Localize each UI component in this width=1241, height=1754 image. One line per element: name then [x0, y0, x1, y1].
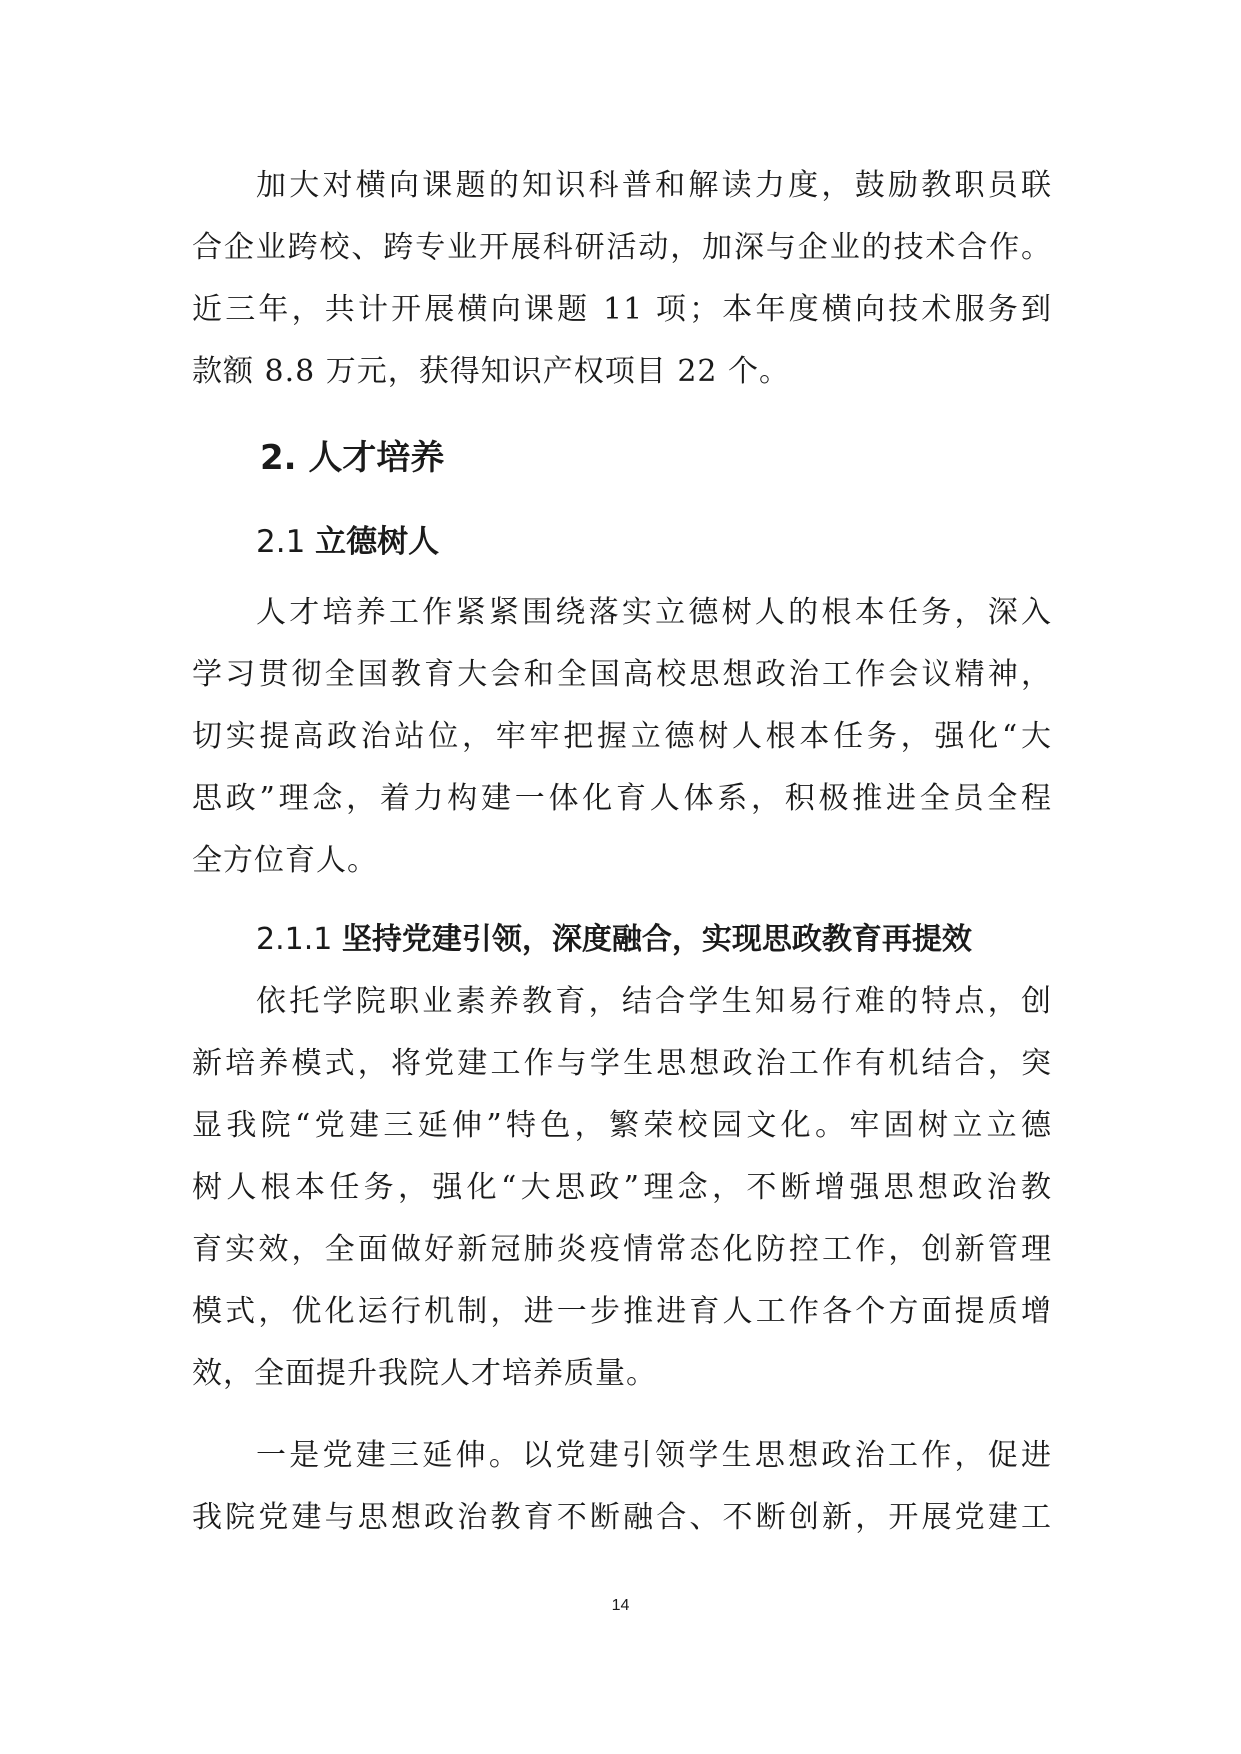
paragraph-3-line-6: 模式，优化运行机制，进一步推进育人工作各个方面提质增	[192, 1294, 1052, 1329]
paragraph-3-line-7: 效，全面提升我院人才培养质量。	[192, 1356, 657, 1391]
paragraph-2-line-3: 切实提高政治站位，牢牢把握立德树人根本任务，强化“大	[192, 719, 1052, 754]
paragraph-3-line-1: 依托学院职业素养教育，结合学生知易行难的特点，创	[256, 984, 1052, 1019]
subsubsection-number: 2.1.1	[256, 922, 333, 957]
paragraph-1-line-4: 款额 8.8 万元，获得知识产权项目 22 个。	[192, 354, 791, 389]
subsubsection-title: 坚持党建引领，深度融合，实现思政教育再提效	[341, 922, 972, 957]
paragraph-2-line-5: 全方位育人。	[192, 843, 378, 878]
paragraph-2-line-2: 学习贯彻全国教育大会和全国高校思想政治工作会议精神，	[192, 657, 1052, 692]
paragraph-1-line-3: 近三年，共计开展横向课题 11 项；本年度横向技术服务到	[192, 292, 1052, 327]
paragraph-4-line-2: 我院党建与思想政治教育不断融合、不断创新，开展党建工	[192, 1500, 1052, 1535]
paragraph-4-line-1: 一是党建三延伸。以党建引领学生思想政治工作，促进	[256, 1438, 1052, 1473]
paragraph-3-line-5: 育实效，全面做好新冠肺炎疫情常态化防控工作，创新管理	[192, 1232, 1052, 1267]
paragraph-3-line-3: 显我院“党建三延伸”特色，繁荣校园文化。牢固树立立德	[192, 1108, 1052, 1143]
paragraph-2-line-1: 人才培养工作紧紧围绕落实立德树人的根本任务，深入	[256, 595, 1052, 630]
paragraph-1-line-2: 合企业跨校、跨专业开展科研活动，加深与企业的技术合作。	[192, 230, 1052, 265]
paragraph-2-line-4: 思政”理念，着力构建一体化育人体系，积极推进全员全程	[192, 781, 1052, 816]
subsection-number: 2.1	[256, 524, 306, 560]
paragraph-3-line-4: 树人根本任务，强化“大思政”理念，不断增强思想政治教	[192, 1170, 1052, 1205]
subsection-heading-2-1	[256, 521, 439, 563]
subsection-title: 立德树人	[315, 524, 440, 560]
paragraph-3-line-2: 新培养模式，将党建工作与学生思想政治工作有机结合，突	[192, 1046, 1052, 1081]
page-number: 14	[611, 1597, 630, 1614]
section-heading-talent-cultivation: 2. 人才培养	[260, 438, 445, 478]
subsubsection-heading-2-1-1	[256, 920, 1052, 960]
paragraph-1-line-1: 加大对横向课题的知识科普和解读力度，鼓励教职员联	[256, 168, 1052, 203]
